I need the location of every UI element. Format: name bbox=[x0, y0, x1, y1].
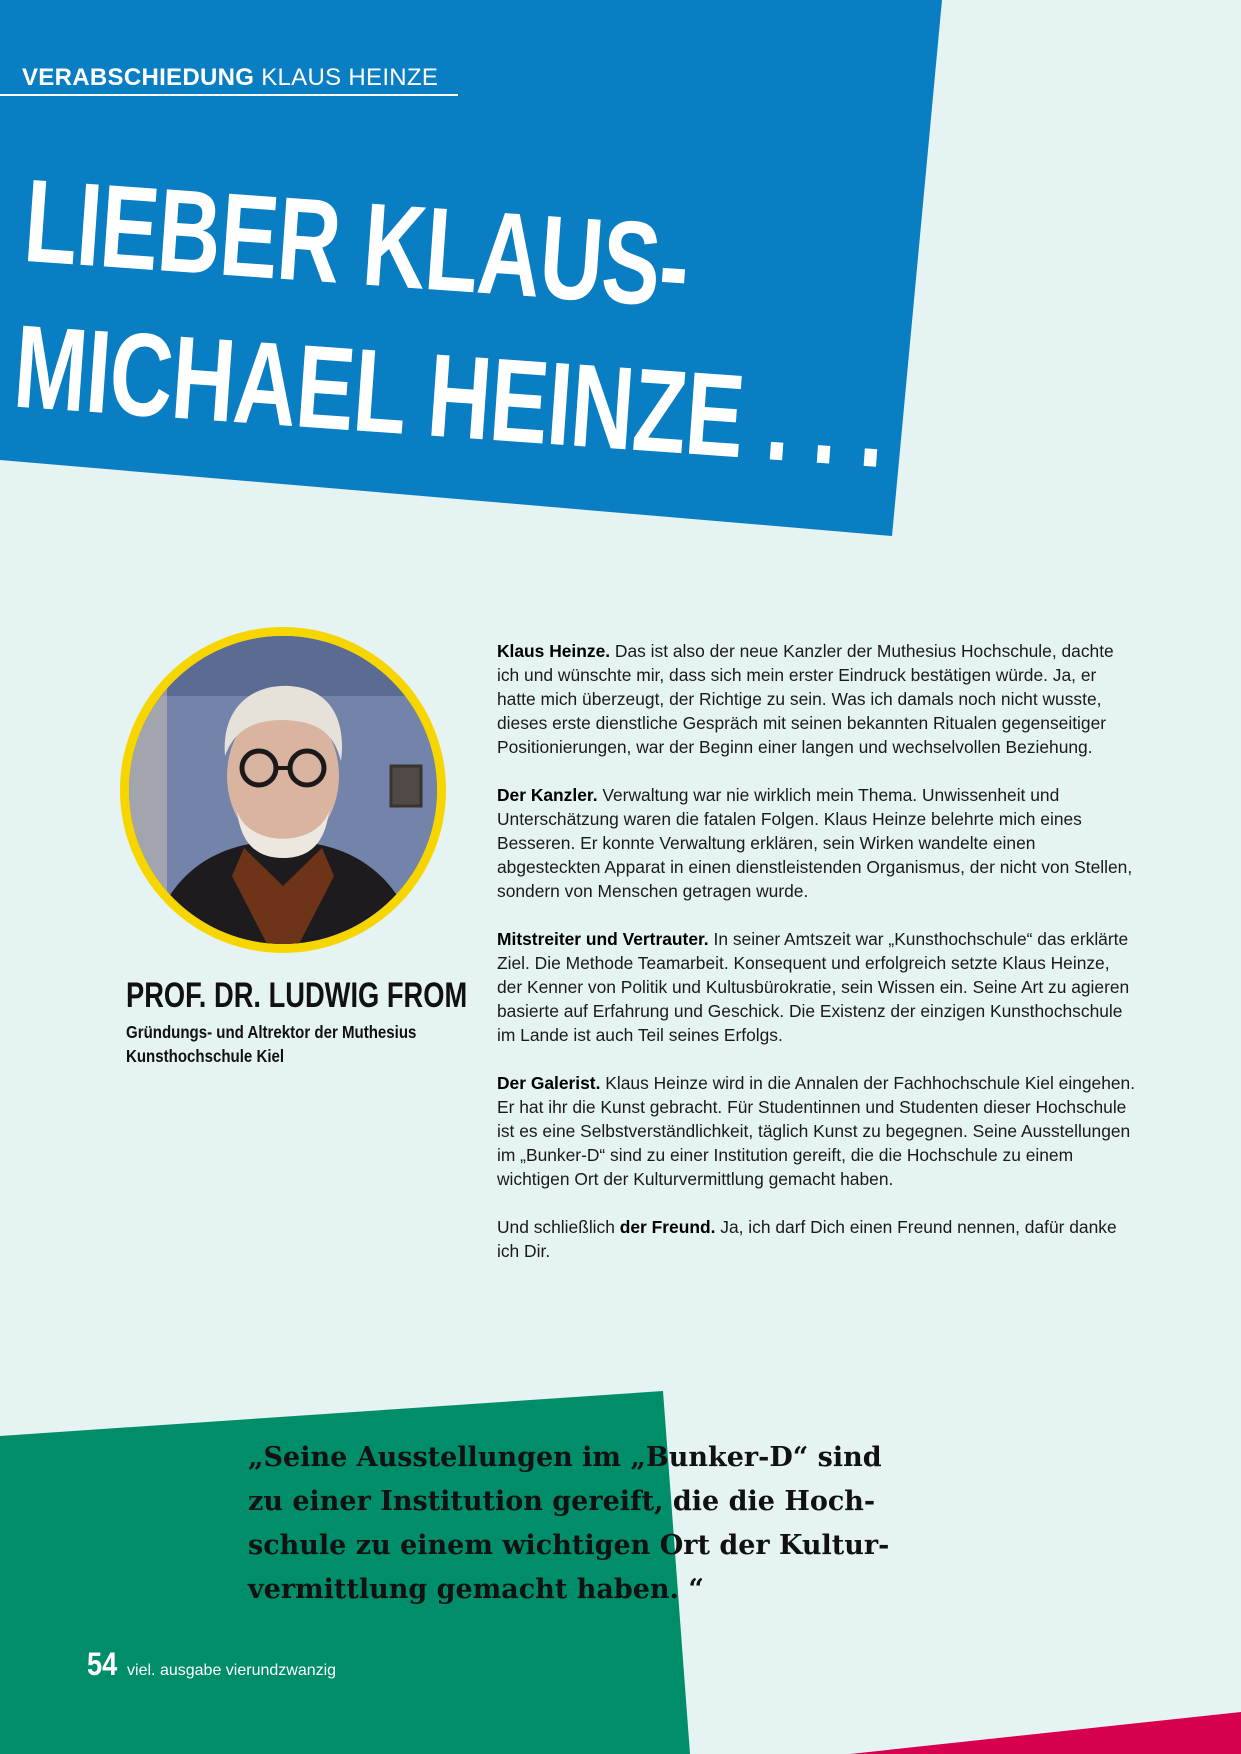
paragraph-4-text: Klaus Heinze wird in die Annalen der Fachhochschule Kiel eingehen. Er hat ihr die Kunst gebracht. Für Studentinnen und Studenten dieser Hochschule ist es eine Selbstverständlichkeit, täglich Kunst zu begegnen. Seine Ausstellungen im „Bunker-D“ sind zu einer Institution gereift, die die Hochschule zu einem wichtigen Ort der Kulturvermittlung gemacht haben. bbox=[497, 1073, 1136, 1189]
paragraph-3-text: In seiner Amtszeit war „Kunsthochschule“ das erklärte Ziel. Die Methode Teamarbeit. Konsequent und erfolgreich setzte Klaus Heinze, der Kenner von Politik und Kultusbürokratie, sein Wissen ein. Seine Art zu agieren basierte auf Erfahrung und Geschick. Die Existenz der einzigen Kunsthochschule im Lande ist auch Teil seines Erfolgs. bbox=[497, 929, 1130, 1045]
paragraph-2 bbox=[497, 783, 1137, 903]
paragraph-1-text: Das ist also der neue Kanzler der Muthesius Hochschule, dachte ich und wünschte mir, dass sich mein erster Eindruck bestätigen würde. Ja, er hatte mich überzeugt, der Richtige zu sein. Was ich damals noch nicht wusste, dieses erste dienstliche Gespräch mit seinen bekannten Ritualen gegenseitiger Positionierungen, war der Beginn einer langen und wechselvollen Beziehung. bbox=[497, 641, 1114, 757]
paragraph-2-text: Verwaltung war nie wirklich mein Thema. Unwissenheit und Unterschätzung waren die fatalen Folgen. Klaus Heinze belehrte mich eines Besseren. Er konnte Verwaltung erklären, sein Wirken wandelte einen abgesteckten Apparat in einen dienstleistenden Organismus, der nicht von Stellen, sondern von Menschen getragen wurde. bbox=[497, 785, 1133, 901]
publication-name: viel. ausgabe vierundzwanzig bbox=[127, 1662, 337, 1679]
author-role bbox=[126, 1020, 504, 1068]
pull-quote-line-3: schule zu einem wichtigen Ort der Kultur- bbox=[248, 1530, 890, 1561]
paragraph-1 bbox=[497, 639, 1137, 759]
paragraph-3 bbox=[497, 927, 1137, 1047]
page-footer bbox=[87, 1646, 336, 1683]
author-name: PROF. DR. LUDWIG FROM bbox=[126, 976, 468, 1015]
headline bbox=[10, 148, 900, 500]
paragraph-5-pre: Und schließlich bbox=[497, 1217, 620, 1237]
author-role-line-2: Kunsthochschule Kiel bbox=[126, 1046, 285, 1066]
pull-quote-line-1: „Seine Ausstellungen im „Bunker-D“ sind bbox=[248, 1442, 882, 1473]
accent-red-corner bbox=[850, 1712, 1241, 1754]
section-kicker bbox=[22, 64, 438, 92]
pull-quote-line-2: zu einer Institution gereift, die die Hoch- bbox=[248, 1486, 876, 1517]
pull-quote bbox=[248, 1436, 889, 1612]
paragraph-5-bold: der Freund. bbox=[619, 1217, 716, 1237]
kicker-rule bbox=[0, 94, 458, 96]
paragraph-1-lead: Klaus Heinze. bbox=[497, 641, 611, 661]
paragraph-3-lead: Mitstreiter und Vertrauter. bbox=[497, 929, 709, 949]
paragraph-4-lead: Der Galerist. bbox=[497, 1073, 601, 1093]
author-portrait bbox=[120, 627, 446, 953]
article-body bbox=[497, 639, 1137, 1287]
kicker-bold: VERABSCHIEDUNG bbox=[22, 64, 255, 91]
paragraph-2-lead: Der Kanzler. bbox=[497, 785, 598, 805]
paragraph-5 bbox=[497, 1215, 1137, 1263]
portrait-illustration bbox=[129, 636, 437, 944]
headline-line-1: LIEBER KLAUS- bbox=[20, 154, 693, 334]
page-number: 54 bbox=[87, 1646, 118, 1682]
headline-line-2: MICHAEL HEINZE . . . bbox=[10, 300, 889, 494]
author-role-line-1: Gründungs- und Altrektor der Muthesius bbox=[126, 1022, 417, 1042]
paragraph-4 bbox=[497, 1071, 1137, 1191]
pull-quote-line-4: vermittlung gemacht haben. “ bbox=[248, 1574, 704, 1605]
kicker-light: KLAUS HEINZE bbox=[261, 64, 439, 91]
paragraph-5-text: Ja, ich darf Dich einen Freund nennen, dafür danke ich Dir. bbox=[497, 1217, 1117, 1261]
